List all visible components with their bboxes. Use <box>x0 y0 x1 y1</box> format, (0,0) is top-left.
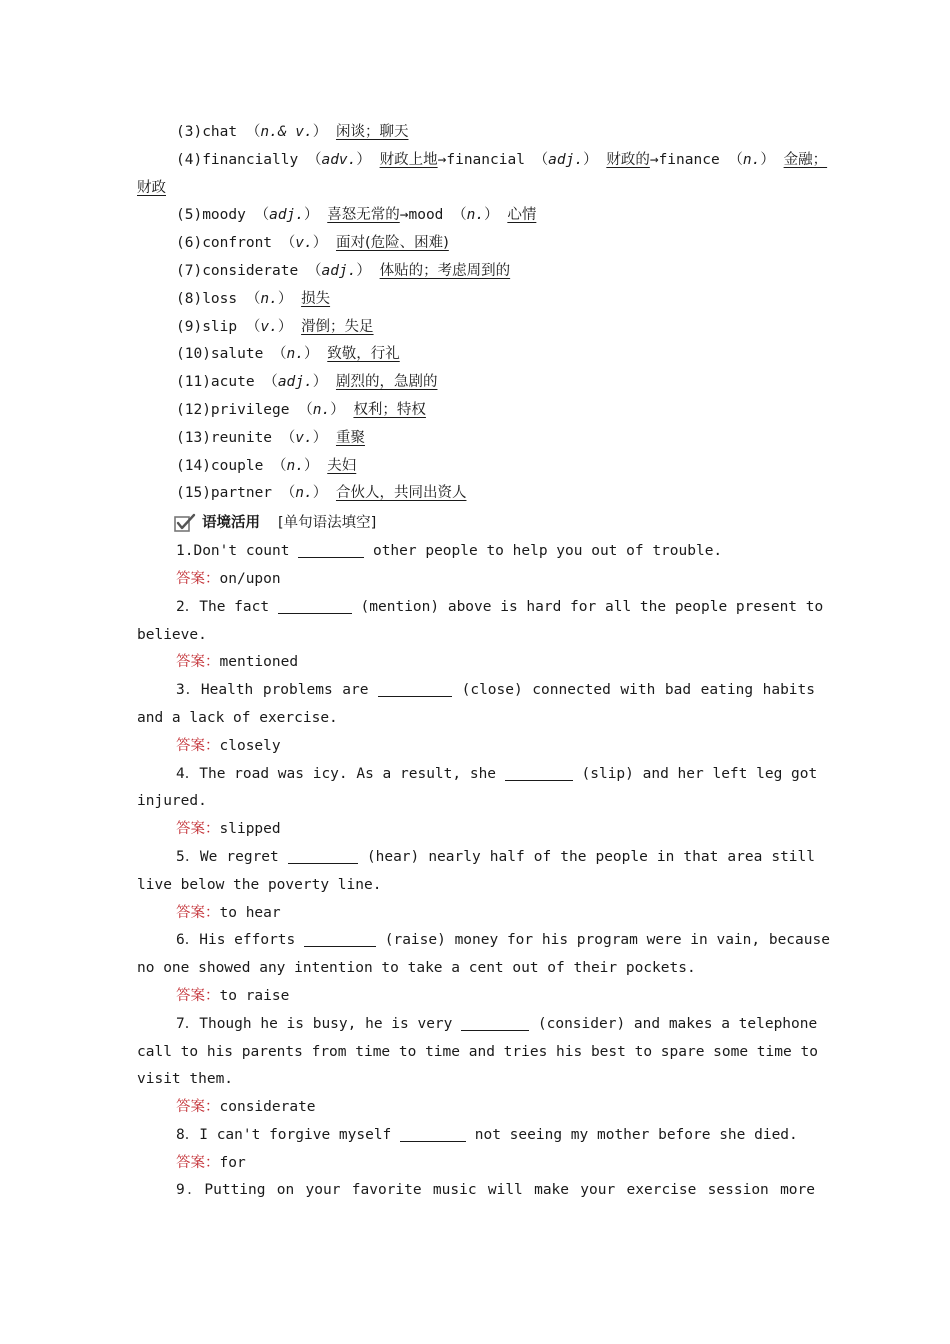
vocab-item: (9)slip （v.） 滑倒；失足 <box>176 318 374 335</box>
question-2: 2．The fact (mention) above is hard for all the people present to <box>176 598 824 615</box>
question-9: 9．Putting on your favorite music will make your exercise session more <box>176 1182 815 1199</box>
document-page <box>137 119 830 1205</box>
question-6-cont: no one showed any intention to take a cent out of their pockets. <box>137 960 696 977</box>
vocab-item: (4)financially （adv.） 财政上地→financial （adj.） 财政的→finance （n.） 金融； <box>176 151 828 168</box>
answer-3: 答案：closely <box>176 737 281 754</box>
answer-1: 答案：on/upon <box>176 570 281 587</box>
answer-4: 答案：slipped <box>176 821 281 838</box>
answer-blank[interactable] <box>278 597 352 614</box>
vocab-item: (5)moody （adj.） 喜怒无常的→mood （n.） 心情 <box>176 207 537 224</box>
vocab-item: (13)reunite （v.） 重聚 <box>176 429 365 446</box>
vocab-item-continued: 财政 <box>137 179 166 196</box>
answer-blank[interactable] <box>298 541 364 558</box>
question-4: 4．The road was icy. As a result, she (slip) and her left leg got <box>176 765 818 782</box>
answer-blank[interactable] <box>400 1125 466 1142</box>
question-3: 3．Health problems are (close) connected with bad eating habits <box>176 682 815 699</box>
section-subtitle: [单句语法填空] <box>278 515 377 532</box>
vocab-item: (3)chat （n.& v.） 闲谈；聊天 <box>176 124 409 140</box>
question-8: 8．I can't forgive myself not seeing my mother before she died. <box>176 1126 798 1143</box>
vocab-item: (10)salute （n.） 致敬，行礼 <box>176 346 400 363</box>
question-7-cont: visit them. <box>137 1071 234 1088</box>
answer-2: 答案：mentioned <box>176 654 299 671</box>
answer-8: 答案：for <box>176 1154 246 1171</box>
answer-7: 答案：considerate <box>176 1099 316 1116</box>
answer-5: 答案：to hear <box>176 904 281 921</box>
question-7: 7．Though he is busy, he is very (consider) and makes a telephone <box>176 1015 818 1032</box>
answer-blank[interactable] <box>505 764 573 781</box>
vocab-item: (14)couple （n.） 夫妇 <box>176 457 357 474</box>
vocab-item: (8)loss （n.） 损失 <box>176 290 331 307</box>
vocab-item: (15)partner （n.） 合伙人，共同出资人 <box>176 485 467 502</box>
question-3-cont: and a lack of exercise. <box>137 709 338 726</box>
vocab-item: (11)acute （adj.） 剧烈的，急剧的 <box>176 374 438 391</box>
vocab-item: (7)considerate （adj.） 体贴的；考虑周到的 <box>176 262 511 279</box>
question-5: 5．We regret (hear) nearly half of the people in that area still <box>176 848 816 865</box>
question-4-cont: injured. <box>137 793 207 810</box>
question-7-cont: call to his parents from time to time and tries his best to spare some time to <box>137 1043 818 1060</box>
answer-blank[interactable] <box>304 930 376 947</box>
question-6: 6．His efforts (raise) money for his program were in vain, because <box>176 932 830 949</box>
section-header <box>137 508 815 538</box>
answer-blank[interactable] <box>461 1014 529 1031</box>
answer-blank[interactable] <box>378 680 452 697</box>
vocab-item: (12)privilege （n.） 权利；特权 <box>176 401 426 418</box>
question-1: 1.Don't count other people to help you out of trouble. <box>176 543 723 560</box>
section-title: 语境活用 <box>202 515 260 532</box>
answer-blank[interactable] <box>288 847 358 864</box>
checkmark-icon <box>174 513 196 533</box>
question-2-cont: believe. <box>137 626 207 643</box>
vocab-item: (6)confront （v.） 面对(危险、困难) <box>176 235 449 252</box>
question-5-cont: live below the poverty line. <box>137 876 382 893</box>
answer-6: 答案：to raise <box>176 987 290 1004</box>
